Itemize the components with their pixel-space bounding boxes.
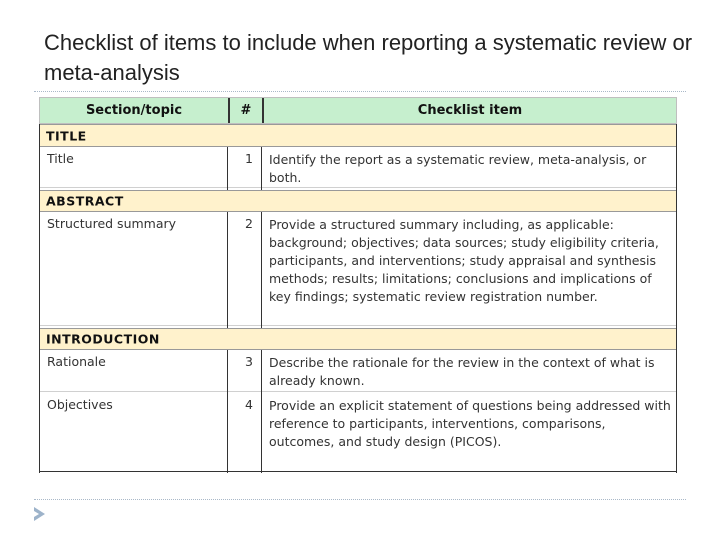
- table-row: [39, 147, 677, 188]
- column-border: [261, 350, 262, 473]
- section-row-abstract: [39, 190, 677, 212]
- row-topic: Title: [47, 151, 74, 166]
- row-checklist-item: Identify the report as a systematic review, meta-analysis, or both.: [269, 152, 647, 185]
- section-row-title: [39, 124, 677, 147]
- bottom-divider: [34, 499, 686, 500]
- table-row: [39, 350, 677, 392]
- row-checklist-item: Describe the rationale for the review in the context of what is already known.: [269, 355, 655, 388]
- header-number: #: [240, 103, 252, 118]
- section-label: ABSTRACT: [46, 193, 124, 209]
- row-number: 4: [245, 397, 253, 412]
- section-row-introduction: [39, 328, 677, 350]
- column-border: [261, 212, 262, 328]
- column-border: [227, 350, 228, 473]
- header-section-topic: Section/topic: [85, 103, 183, 118]
- column-border: [676, 124, 677, 473]
- row-topic: Objectives: [47, 397, 113, 412]
- row-checklist-item: Provide an explicit statement of questions being addressed with reference to participants, interventions, comparisons, outcomes, and study design (PICOS).: [269, 398, 671, 449]
- header-checklist-item: Checklist item: [417, 103, 523, 118]
- column-border: [227, 212, 228, 328]
- checklist-table: [39, 97, 677, 474]
- column-border: [261, 147, 262, 190]
- top-divider: [34, 91, 686, 92]
- row-number: 2: [245, 216, 253, 231]
- column-border: [39, 124, 40, 473]
- row-topic: Rationale: [47, 354, 106, 369]
- section-label: INTRODUCTION: [46, 331, 160, 347]
- column-border: [227, 147, 228, 190]
- table-row: [39, 212, 677, 326]
- slide-title: Checklist of items to include when reporting a systematic review or meta-analysis: [44, 30, 693, 85]
- table-header-row: [39, 97, 677, 124]
- triangle-bullet-icon: [34, 507, 45, 521]
- table-row: [39, 393, 677, 472]
- row-number: 1: [245, 151, 253, 166]
- row-topic: Structured summary: [47, 216, 177, 231]
- section-label: TITLE: [46, 128, 87, 143]
- row-number: 3: [245, 354, 253, 369]
- row-checklist-item: Provide a structured summary including, as applicable: background; objectives; data sources; study eligibility criteria, participants, and interventions; study appraisal and synthesis methods; results; limitations; conclusions and implications of key findings; systematic review registration number.: [269, 217, 659, 304]
